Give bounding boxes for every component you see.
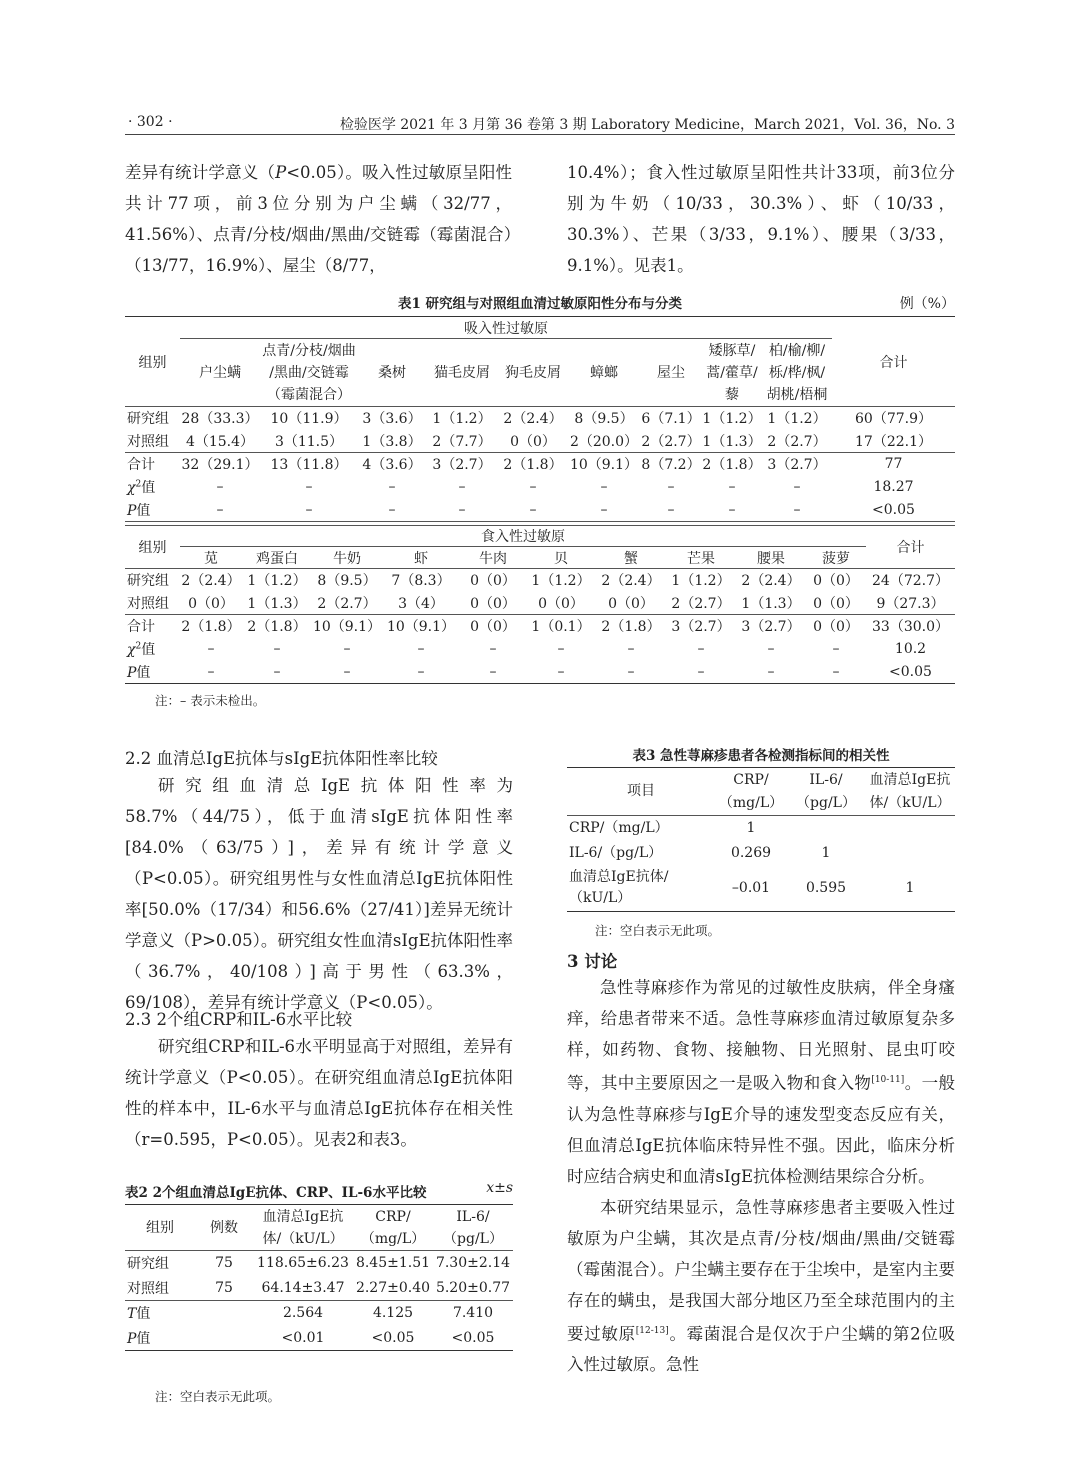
table-row [125, 1301, 513, 1326]
food-group-row [125, 526, 955, 547]
column-header: 苋 [204, 550, 218, 567]
header-line: 屋尘 [657, 364, 685, 381]
table-cell: – [767, 663, 775, 680]
table-cell: 60（77.9） [855, 411, 932, 428]
column-header [260, 339, 358, 407]
table-cell: 9（27.3） [876, 595, 945, 612]
table-cell: 0（0） [608, 595, 654, 612]
header-line: 栎/桦/枫/ [768, 364, 826, 381]
column-header [787, 768, 865, 816]
header-line: 户尘螨 [199, 364, 241, 381]
header-line: 点青/分枝/烟曲 [262, 342, 356, 359]
column-header: 菠萝 [822, 550, 850, 567]
table-cell: – [627, 641, 635, 657]
table-row [125, 592, 955, 615]
column-header [253, 1205, 353, 1251]
table-cell: – [458, 479, 466, 495]
header-line: 蟑螂 [590, 364, 618, 381]
table-cell: – [557, 641, 565, 657]
table-cell: 1（1.2） [531, 573, 591, 590]
table-cell: – [305, 501, 313, 518]
table-cell: 8（9.5） [317, 573, 377, 590]
column-header: 牛肉 [479, 550, 507, 567]
header-line: （霉菌混合） [267, 386, 351, 403]
table-cell: 2（2.4） [741, 573, 801, 590]
column-header [195, 1205, 253, 1251]
table-cell: 75 [215, 1279, 233, 1296]
table-cell: 1（1.2） [702, 411, 762, 428]
table-cell: – [207, 641, 215, 657]
header-line: IL-6/ [809, 771, 843, 788]
header-line: 例数 [210, 1219, 238, 1236]
header-line: 狗毛皮屑 [505, 364, 561, 381]
table-cell: 3（2.7） [671, 619, 731, 636]
table-cell: 2（1.8） [503, 457, 563, 474]
table-cell: 1（1.3） [247, 595, 307, 612]
header-line: （pg/L） [796, 794, 856, 811]
table1-unit: 例（%） [899, 296, 955, 312]
table-cell: 0（0） [813, 573, 859, 590]
header-line: 体/（kU/L） [869, 794, 951, 811]
table-cell: 1（1.2） [247, 573, 307, 590]
column-header [865, 768, 955, 816]
table1-note: 注：– 表示未检出。 [155, 693, 266, 708]
table-cell: 2（1.8） [702, 457, 762, 474]
header-line: IL-6/ [456, 1208, 490, 1225]
header-line: （mg/L） [360, 1230, 426, 1247]
table-cell: 0（0） [813, 619, 859, 636]
table-cell: – [728, 501, 736, 518]
table-cell: 2.27±0.40 [355, 1279, 431, 1296]
table-cell: 4（3.6） [362, 457, 422, 474]
table-cell: – [793, 479, 801, 495]
table-row [125, 407, 955, 430]
page-number: · 302 · [128, 114, 173, 130]
table-cell: 10（11.9） [270, 411, 348, 428]
section-3-text: 急性荨麻疹作为常见的过敏性皮肤病，伴全身瘙痒，给患者带来不适。急性荨麻疹血清过敏原复杂多样，如药物、食物、接触物、日光照射、昆虫叮咬等，其中主要原因之一是吸入物和食入物[10-11]。一般认为急性荨麻疹与IgE介导的速发型变态反应有关，但血清总IgE抗体临床特异性不强。因此，临床分析时应结合病史和血清sIgE抗体检测结果综合分析。 本研究结果显示，急性荨麻疹患者主要吸入性过敏原为户尘螨，其次是点青/分枝/烟曲/黑曲/交链霉（霉菌混合）。户尘螨主要存在于尘埃中，是室内主要存在的螨虫，是我国大部分地区乃至全球范围内的主要过敏原[12-13]。霉菌混合是仅次于户尘螨的第2位吸入性过敏原。急性 [567, 978, 956, 1374]
table1-food-block [125, 526, 955, 685]
table-cell: 2（7.7） [432, 433, 492, 450]
table-row [125, 661, 955, 684]
row-label: 血清总IgE抗体/（kU/L） [569, 869, 669, 907]
table-row [125, 499, 955, 522]
table-row [125, 638, 955, 661]
table-cell: 4.125 [372, 1305, 414, 1322]
table-cell: <0.05 [889, 663, 932, 680]
table-cell: 10.2 [894, 641, 927, 657]
table-cell: – [529, 479, 537, 495]
header-line: 组别 [146, 1219, 174, 1236]
table-cell: 1（1.2） [432, 411, 492, 428]
table-cell: 2（2.7） [317, 595, 377, 612]
intro-right-column: 10.4%）；食入性过敏原呈阳性共计33项，前3位分别为牛奶（10/33，30.3%）、虾（10/33，30.3%）、芒果（3/33，9.1%）、腰果（3/33，9.1%）。见表1。 [567, 163, 955, 275]
row-header: 组别 [138, 540, 167, 556]
header-line: 蒿/藿草/ [706, 364, 758, 381]
column-header [125, 1205, 195, 1251]
table-cell: – [216, 501, 224, 518]
table-cell [865, 816, 955, 841]
column-header [498, 339, 568, 407]
table-row [567, 866, 955, 912]
table-cell [195, 1301, 253, 1326]
table-cell: 18.27 [873, 479, 914, 495]
table-cell: 33（30.0） [872, 619, 949, 636]
table-cell: 0.595 [805, 880, 847, 897]
row-label: P值 [127, 1330, 151, 1347]
table-cell: 3（2.7） [432, 457, 492, 474]
table-row [125, 615, 955, 638]
table-cell: 3（11.5） [274, 433, 344, 450]
row-label: P值 [127, 502, 151, 519]
table-cell: 0（0） [538, 595, 584, 612]
table-cell: – [388, 501, 396, 518]
table-cell: 8（7.2） [641, 457, 701, 474]
table1 [125, 316, 955, 684]
table-cell: 5.20±0.77 [435, 1279, 511, 1296]
table-cell: – [557, 663, 565, 680]
column-header: 鸡蛋白 [256, 550, 298, 567]
row-label: 研究组 [127, 411, 169, 428]
table-cell [195, 1326, 253, 1351]
table-cell: – [489, 641, 497, 657]
column-header: 蟹 [624, 550, 638, 567]
table-cell: – [388, 479, 396, 495]
table-cell: <0.05 [451, 1329, 495, 1346]
column-header [702, 339, 762, 407]
table-cell: 13（11.8） [270, 457, 348, 474]
table-cell: – [529, 501, 537, 518]
table1-caption: 表1 研究组与对照组血清过敏原阳性分布与分类 [397, 296, 683, 312]
section-2-3-text: 研究组CRP和IL-6水平明显高于对照组，差异有统计学意义（P<0.05）。在研究组血清总IgE抗体阳性的样本中，IL-6水平与血清总IgE抗体存在相关性（r=0.595，P<0.05）。见表2和表3。 [125, 1037, 513, 1149]
row-header: 组别 [125, 317, 180, 407]
table-row [125, 1326, 513, 1351]
table-cell: – [667, 501, 675, 518]
column-header [715, 768, 787, 816]
table-cell: 2（20.0） [569, 433, 639, 450]
table-row [125, 430, 955, 453]
table-row [125, 453, 955, 476]
table2-unit: x±s [486, 1180, 513, 1196]
table3-caption: 表3 急性荨麻疹患者各检测指标间的相关性 [632, 748, 890, 764]
row-label: 对照组 [127, 433, 169, 450]
table-cell: 3（2.7） [767, 457, 827, 474]
column-header: 贝 [554, 550, 568, 567]
column-header [433, 1205, 513, 1251]
header-line: （mg/L） [718, 794, 784, 811]
section-3-heading: 3 讨论 [567, 952, 618, 971]
header-line: 胡桃/梧桐 [766, 386, 828, 403]
table-cell: 1（1.2） [671, 573, 731, 590]
table-cell: 0（0） [510, 433, 556, 450]
table-cell: 0（0） [470, 595, 516, 612]
column-header: 芒果 [687, 550, 715, 567]
table-cell: 2.564 [282, 1305, 324, 1322]
table-cell: 2（2.4） [503, 411, 563, 428]
table-cell: – [627, 663, 635, 680]
table-cell: 28（33.3） [181, 411, 259, 428]
table-cell: 2（2.4） [181, 573, 241, 590]
table-cell: 10（9.1） [312, 619, 382, 636]
row-label: $\chi^2$值 [127, 479, 156, 496]
table-cell: 8.45±1.51 [355, 1255, 431, 1272]
table-cell: – [667, 479, 675, 495]
header-line: 体/（kU/L） [262, 1230, 344, 1247]
table-cell: 24（72.7） [872, 573, 949, 590]
column-header: 腰果 [757, 550, 785, 567]
table3-header-row [567, 768, 955, 816]
row-label: $\chi^2$值 [127, 641, 156, 658]
table-cell: – [207, 663, 215, 680]
table-cell: 1 [821, 845, 831, 861]
table-cell: – [273, 663, 281, 680]
table-cell: – [273, 641, 281, 657]
food-columns-row [125, 547, 955, 569]
table-cell: – [417, 641, 425, 657]
header-line: 柏/榆/柳/ [768, 342, 826, 359]
column-header: 牛奶 [333, 550, 361, 567]
table-cell: – [767, 641, 775, 657]
table-cell: 8（9.5） [574, 411, 634, 428]
row-label: 研究组 [127, 573, 169, 590]
header-line: 项目 [627, 783, 655, 799]
journal-info: 检验医学 2021 年 3 月第 36 卷第 3 期 Laboratory Medicine，March 2021，Vol. 36，No. 3 [339, 117, 955, 133]
table-cell [787, 816, 865, 841]
column-header [353, 1205, 433, 1251]
column-header [762, 339, 832, 407]
table-cell: <0.05 [872, 501, 915, 518]
header-line: 矮豚草/ [708, 342, 756, 359]
table-cell: 3（3.6） [362, 411, 422, 428]
table-cell: 0（0） [470, 573, 516, 590]
table-cell: –0.01 [731, 880, 771, 897]
table-cell: – [793, 501, 801, 518]
table-cell: 1 [905, 880, 915, 897]
table-cell: – [458, 501, 466, 518]
table2 [125, 1204, 513, 1351]
table-cell: – [728, 479, 736, 495]
row-label: 研究组 [127, 1256, 169, 1273]
header-line: /黑曲/交链霉 [269, 364, 349, 381]
table-cell: – [832, 641, 840, 657]
column-header [180, 339, 260, 407]
header-line: 血清总IgE抗 [869, 771, 951, 788]
table-cell: 3（2.7） [741, 619, 801, 636]
header-line: CRP/ [375, 1208, 411, 1225]
row-label: CRP/（mg/L） [569, 819, 669, 836]
column-header [358, 339, 426, 407]
table-cell: 2（2.7） [641, 433, 701, 450]
table-cell: 17（22.1） [855, 433, 932, 450]
running-header [125, 112, 955, 135]
table2-caption: 表2 2个组血清总IgE抗体、CRP、IL-6水平比较 [125, 1185, 427, 1201]
table-cell: – [697, 641, 705, 657]
table-cell: 32（29.1） [181, 457, 259, 474]
table-cell: 10（9.1） [569, 457, 639, 474]
table-cell: 1 [746, 820, 756, 837]
table-cell: 2（2.4） [601, 573, 661, 590]
table1-inhaled-group-row [125, 317, 955, 339]
table2-header-row [125, 1205, 513, 1251]
table-cell: 2（2.7） [671, 595, 731, 612]
table-cell: 0（0） [470, 619, 516, 636]
header-line: 血清总IgE抗 [262, 1208, 344, 1225]
table-cell: 0（0） [188, 595, 234, 612]
table-cell: 1（3.8） [362, 433, 422, 450]
table-cell: 7.30±2.14 [435, 1255, 511, 1272]
table-cell: 10（9.1） [386, 619, 456, 636]
inhaled-group-label: 吸入性过敏原 [180, 317, 832, 339]
header-line: 桑树 [378, 364, 406, 381]
table-cell: 2（2.7） [767, 433, 827, 450]
table1-food [125, 526, 955, 684]
table-row [125, 476, 955, 499]
table-cell: 2（1.8） [601, 619, 661, 636]
food-group-label: 食入性过敏原 [180, 526, 866, 547]
table-cell: 0.269 [730, 845, 772, 861]
section-2-3-heading: 2.3 2个组CRP和IL-6水平比较 [125, 1010, 353, 1029]
column-header [568, 339, 640, 407]
header-line: （pg/L） [443, 1230, 503, 1247]
table-cell: – [600, 501, 608, 518]
table-cell: – [489, 663, 497, 680]
table-cell: 75 [215, 1255, 233, 1272]
table-cell: 77 [884, 456, 903, 473]
table3 [567, 767, 955, 912]
table3-note: 注：空白表示无此项。 [595, 923, 721, 938]
table-cell: – [343, 663, 351, 680]
intro-left-column: 差异有统计学意义（P<0.05）。吸入性过敏原呈阳性共计77项，前3位分别为户尘螨（32/77，41.56%）、点青/分枝/烟曲/黑曲/交链霉（霉菌混合）（13/77，16.9%）、屋尘（8/77， [125, 163, 512, 275]
header-line: CRP/ [733, 771, 769, 788]
table-cell: 7.410 [452, 1305, 494, 1322]
section-2-2-heading: 2.2 血清总IgE抗体与sIgE抗体阳性率比较 [125, 749, 438, 768]
table-cell: – [343, 641, 351, 657]
table-cell: 2（1.8） [181, 619, 241, 636]
row-label: 对照组 [127, 595, 169, 612]
table-cell: – [832, 663, 840, 680]
column-header: 虾 [414, 550, 428, 567]
table-cell: <0.01 [281, 1329, 325, 1346]
table-cell: 7（8.3） [391, 573, 451, 590]
table-cell: – [600, 479, 608, 495]
header-line: 猫毛皮屑 [434, 364, 490, 381]
table1-inhaled-columns-row [125, 339, 955, 407]
row-label: IL-6/（pg/L） [569, 844, 663, 861]
row-label: T值 [127, 1306, 151, 1323]
table-cell: – [305, 479, 313, 495]
total-header: 合计 [832, 317, 955, 407]
table-row [125, 1251, 513, 1276]
table-cell: 3（4） [398, 595, 444, 612]
table-cell [865, 841, 955, 866]
table-row [125, 1276, 513, 1301]
column-header [640, 339, 702, 407]
table-cell: 118.65±6.23 [257, 1255, 349, 1272]
table-row [125, 569, 955, 592]
row-label: 对照组 [127, 1280, 169, 1297]
row-label: 合计 [127, 457, 155, 474]
table-cell: 4（15.4） [185, 433, 255, 450]
table-cell: 1（1.3） [702, 433, 762, 450]
table-cell: – [216, 479, 224, 495]
table-cell: – [417, 663, 425, 680]
table-row [567, 816, 955, 841]
row-label: P值 [127, 664, 151, 681]
column-header [426, 339, 498, 407]
row-label: 合计 [127, 619, 155, 636]
table-row [567, 841, 955, 866]
table-cell: 6（7.1） [641, 411, 701, 428]
food-block-cell [125, 526, 955, 685]
table-cell: 64.14±3.47 [261, 1279, 345, 1296]
section-2-2-text: 研究组血清总IgE抗体阳性率为58.7%（44/75），低于血清sIgE抗体阳性率[84.0%（63/75）]，差异有统计学意义（P<0.05）。研究组男性与女性血清总IgE抗体阳性率[50.0%（17/34）和56.6%（27/41）]差异无统计学意义（P>0.05）。研究组女性血清sIgE抗体阳性率（36.7%，40/108）]高于男性（63.3%，69/108），差异有统计学意义（P<0.05）。 [125, 776, 514, 1012]
table-cell: <0.05 [371, 1329, 415, 1346]
table-cell: – [697, 663, 705, 680]
total-header: 合计 [896, 540, 925, 556]
table-cell: 0（0） [813, 595, 859, 612]
table2-note: 注：空白表示无此项。 [155, 1389, 281, 1404]
table-cell: 1（0.1） [531, 619, 591, 636]
column-header [567, 768, 715, 816]
header-line: 藜 [725, 386, 739, 403]
table-cell: 1（1.3） [741, 595, 801, 612]
table-cell: 2（1.8） [247, 619, 307, 636]
table-cell: 1（1.2） [767, 411, 827, 428]
